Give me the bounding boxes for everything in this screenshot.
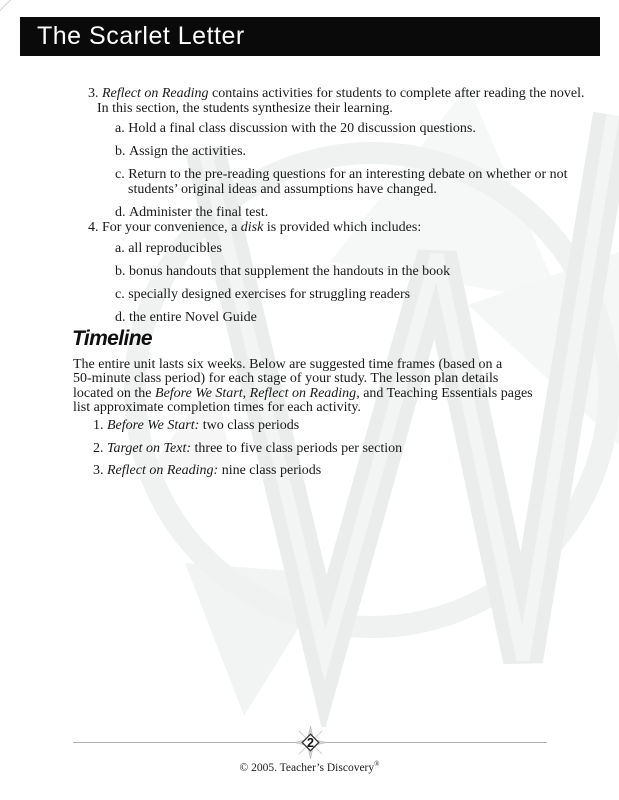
text-run: is provided which includes: (263, 220, 422, 235)
lettered-item (115, 122, 558, 137)
italic-text-run: Target on Text: (107, 440, 192, 456)
text-run: students’ original ideas and assumptions have changed. (128, 181, 437, 197)
page-title: The Scarlet Letter (37, 22, 245, 50)
list-item (88, 221, 558, 325)
lettered-item (115, 206, 558, 221)
lettered-item-line (115, 311, 558, 326)
text-run: three to five class periods per section (191, 440, 403, 456)
text-run: Assign the activities. (129, 144, 247, 159)
text-run: In this section, the students synthesize their learning. (97, 100, 393, 116)
item-letter: d. (115, 309, 129, 325)
lettered-item-line (115, 122, 558, 137)
lettered-sub-list (115, 121, 568, 220)
timeline-item (93, 419, 402, 434)
list-item (88, 86, 585, 220)
text-run: The entire unit lasts six weeks. Below are suggested time frames (based on a (73, 357, 503, 372)
item-letter: a. (115, 121, 129, 136)
numbered-list (88, 86, 585, 325)
copyright-line: © 2005. Teacher’s Discovery (239, 761, 375, 774)
paragraph-line (73, 372, 533, 386)
text-run: Return to the pre-reading questions for an interesting debate on whether or not (128, 167, 568, 182)
item-letter: c. (115, 167, 129, 182)
italic-text-run: Reflect on Reading (102, 86, 209, 101)
lettered-item (115, 265, 558, 280)
text-run: list approximate completion times for each activity. (73, 399, 361, 415)
italic-text-run: Before We Start: (107, 418, 200, 433)
item-letter: a. (115, 240, 129, 256)
timeline-heading: Timeline (72, 327, 153, 350)
item-letter: b. (115, 263, 129, 279)
timeline-list (93, 419, 402, 487)
lettered-item-line (115, 167, 568, 183)
paragraph-line (73, 387, 533, 401)
lettered-item-line (115, 265, 558, 280)
lettered-item (115, 288, 558, 303)
list-item-line (97, 102, 558, 117)
text-run: For your convenience, a (102, 220, 241, 235)
paragraph-line (73, 401, 533, 415)
item-number: 4. (88, 220, 102, 235)
item-letter: b. (115, 144, 129, 159)
item-number: 2. (93, 440, 107, 456)
registered-trademark-mark: ® (374, 760, 380, 768)
italic-text-run: Before We Start (155, 385, 243, 401)
page-number-compass (293, 725, 328, 760)
lettered-item (115, 242, 558, 257)
italic-text-run: Reflect on Reading: (107, 463, 219, 479)
text-run: Administer the final test. (129, 204, 269, 220)
italic-text-run: Reflect on Reading (249, 385, 357, 401)
text-run: Hold a final class discussion with the 20 discussion questions. (128, 121, 476, 136)
page-number: 2 (307, 736, 314, 750)
text-run: , (242, 385, 250, 401)
lettered-item-line (115, 288, 558, 303)
item-letter: d. (115, 204, 129, 220)
lettered-item (115, 145, 558, 160)
lettered-item (115, 167, 568, 197)
italic-text-run: disk (240, 220, 264, 235)
timeline-item (93, 464, 402, 479)
text-run: nine class periods (218, 463, 322, 479)
lettered-item-line (128, 183, 558, 198)
text-run: contains activities for students to complete after reading the novel. (208, 86, 585, 101)
item-number: 3. (88, 86, 102, 101)
item-number: 1. (93, 418, 107, 433)
timeline-item (93, 442, 402, 457)
text-run: located on the (73, 385, 156, 401)
lettered-item-line (115, 206, 558, 221)
lettered-sub-list (115, 242, 558, 326)
list-item-line (88, 221, 558, 236)
text-run: , and Teaching Essentials pages (356, 385, 533, 401)
chapter-title-bar (20, 17, 600, 56)
paragraph-line (73, 358, 533, 372)
text-run: the entire Novel Guide (129, 309, 257, 325)
text-run: specially designed exercises for struggling readers (128, 286, 411, 302)
lettered-item-line (115, 145, 558, 160)
copyright-text (0, 760, 619, 774)
item-number: 3. (93, 463, 107, 479)
text-run: 50-minute class period) for each stage of your study. The lesson plan details (73, 371, 499, 387)
timeline-paragraph (73, 358, 533, 415)
text-run: two class periods (199, 418, 300, 433)
text-run: all reproducibles (128, 240, 222, 256)
lettered-item (115, 311, 558, 326)
list-item-line (88, 86, 585, 102)
item-letter: c. (115, 286, 129, 302)
text-run: bonus handouts that supplement the handouts in the book (129, 263, 451, 279)
lettered-item-line (115, 242, 558, 257)
